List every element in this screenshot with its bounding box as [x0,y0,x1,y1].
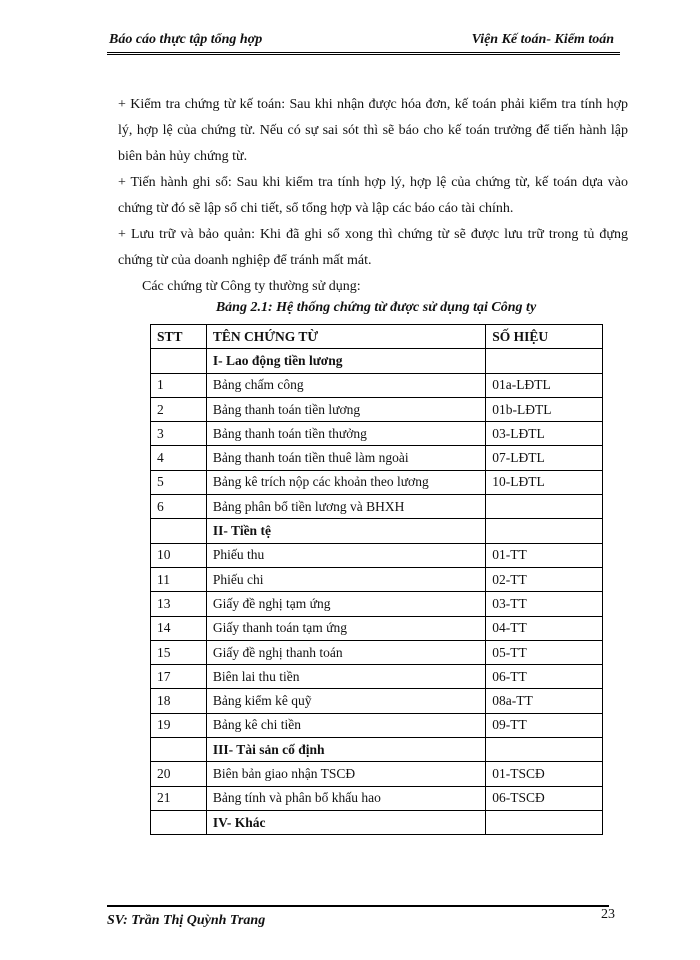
paragraph-check-documents: + Kiểm tra chứng từ kế toán: Sau khi nhận được hóa đơn, kế toán phải kiểm tra tính hợp lý, hợp lệ của chứng từ. Nếu có sự sai sót thì sẽ báo cho kế toán trưởng để tiến hành lập biên bản hủy chứng từ. [118,97,628,164]
cell-document-code [486,495,603,519]
section-heading: I- Lao động tiền lương [206,349,485,373]
cell-stt [151,738,207,762]
cell-document-name: Phiếu thu [206,543,485,567]
table-row [151,519,603,543]
documents-table [150,324,603,835]
table-row [151,349,603,373]
table-row [151,592,603,616]
page-header [107,30,620,55]
table-row [151,446,603,470]
cell-document-code: 01-TSCĐ [486,762,603,786]
table-row [151,616,603,640]
cell-document-code: 04-TT [486,616,603,640]
cell-stt: 17 [151,665,207,689]
cell-stt: 10 [151,543,207,567]
header-document-code: SỐ HIỆU [486,325,603,349]
cell-document-code: 06-TT [486,665,603,689]
table-row [151,810,603,834]
cell-stt: 5 [151,470,207,494]
cell-stt [151,349,207,373]
body-text [118,92,628,300]
header-stt: STT [151,325,207,349]
paragraph-record-books: + Tiến hành ghi sổ: Sau khi kiểm tra tính hợp lý, hợp lệ của chứng từ, kế toán dựa vào chứng từ đó sẽ lập sổ chi tiết, sổ tổng hợp và lập các báo cáo tài chính. [118,175,628,216]
header-institute: Viện Kế toán- Kiểm toán [471,32,614,47]
cell-stt: 4 [151,446,207,470]
page-number: 23 [601,907,615,922]
cell-document-code [486,519,603,543]
cell-document-code: 01-TT [486,543,603,567]
cell-document-code: 07-LĐTL [486,446,603,470]
table-row [151,397,603,421]
cell-document-name: Bảng thanh toán tiền thưởng [206,422,485,446]
header-report-title: Báo cáo thực tập tổng hợp [109,32,263,47]
cell-stt: 14 [151,616,207,640]
cell-document-code: 03-LĐTL [486,422,603,446]
cell-document-name: Giấy đề nghị thanh toán [206,640,485,664]
paragraph-documents-used: Các chứng từ Công ty thường sử dụng: [142,279,361,294]
header-document-name: TÊN CHỨNG TỪ [206,325,485,349]
cell-document-code: 02-TT [486,567,603,591]
table-row [151,543,603,567]
cell-document-name: Giấy thanh toán tạm ứng [206,616,485,640]
cell-document-name: Phiếu chi [206,567,485,591]
cell-stt [151,519,207,543]
cell-stt: 18 [151,689,207,713]
table-row [151,762,603,786]
table-row [151,373,603,397]
cell-document-code: 01b-LĐTL [486,397,603,421]
table-caption: Bảng 2.1: Hệ thống chứng từ được sử dụng tại Công ty [215,300,537,315]
cell-document-name: Bảng thanh toán tiền lương [206,397,485,421]
cell-document-name: Bảng thanh toán tiền thuê làm ngoài [206,446,485,470]
cell-document-code: 10-LĐTL [486,470,603,494]
table-row [151,689,603,713]
cell-document-code: 03-TT [486,592,603,616]
table-row [151,640,603,664]
cell-document-code: 06-TSCĐ [486,786,603,810]
table-row [151,665,603,689]
cell-document-code [486,810,603,834]
cell-document-code: 09-TT [486,713,603,737]
table-row [151,713,603,737]
cell-stt: 2 [151,397,207,421]
cell-document-code: 01a-LĐTL [486,373,603,397]
table-row [151,567,603,591]
footer-student-name: SV: Trần Thị Quỳnh Trang [107,913,266,928]
cell-document-name: Bảng kê trích nộp các khoản theo lương [206,470,485,494]
cell-document-name: Biên lai thu tiền [206,665,485,689]
table-row [151,470,603,494]
cell-stt: 6 [151,495,207,519]
cell-document-name: Bảng phân bổ tiền lương và BHXH [206,495,485,519]
paragraph-storage: + Lưu trữ và bảo quản: Khi đã ghi sổ xong thì chứng từ sẽ được lưu trữ trong tủ đựng chứng từ của doanh nghiệp để tránh mất mát. [118,227,628,268]
cell-stt: 11 [151,567,207,591]
cell-stt: 13 [151,592,207,616]
cell-stt: 19 [151,713,207,737]
cell-document-code: 08a-TT [486,689,603,713]
cell-stt: 21 [151,786,207,810]
table-row [151,495,603,519]
cell-document-code [486,349,603,373]
table-row [151,422,603,446]
page-footer [107,905,615,935]
section-heading: IV- Khác [206,810,485,834]
cell-document-code: 05-TT [486,640,603,664]
section-heading: III- Tài sản cố định [206,738,485,762]
cell-stt: 20 [151,762,207,786]
cell-document-name: Bảng kiểm kê quỹ [206,689,485,713]
table-header-row [151,325,603,349]
table-row [151,786,603,810]
cell-document-name: Bảng chấm công [206,373,485,397]
cell-stt: 15 [151,640,207,664]
cell-document-name: Bảng kê chi tiền [206,713,485,737]
cell-document-name: Biên bản giao nhận TSCĐ [206,762,485,786]
cell-stt: 3 [151,422,207,446]
cell-stt: 1 [151,373,207,397]
cell-document-code [486,738,603,762]
cell-stt [151,810,207,834]
table-row [151,738,603,762]
section-heading: II- Tiền tệ [206,519,485,543]
cell-document-name: Bảng tính và phân bổ khấu hao [206,786,485,810]
cell-document-name: Giấy đề nghị tạm ứng [206,592,485,616]
